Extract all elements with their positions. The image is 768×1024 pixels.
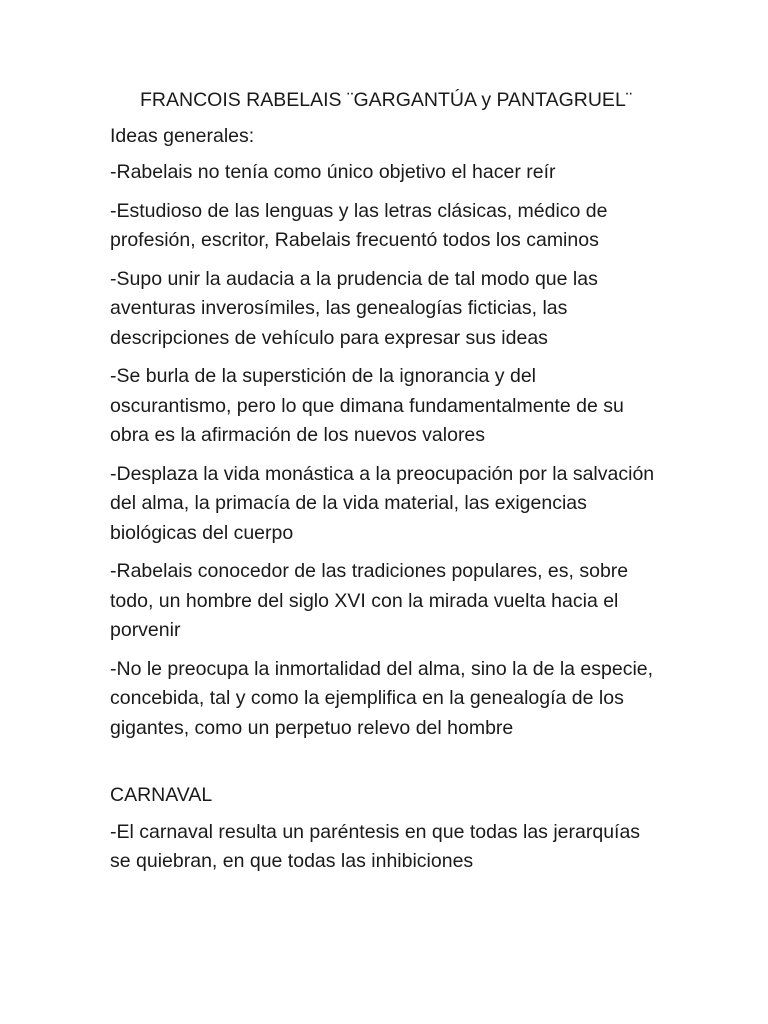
paragraph: -El carnaval resulta un paréntesis en que todas las jerarquías se quiebran, en que todas las inhibiciones [110, 820, 641, 872]
paragraph: -Rabelais no tenía como único objetivo el hacer reír [110, 161, 556, 183]
paragraph: -Desplaza la vida monástica a la preocupación por la salvación del alma, la primacía de la vida material, las exigencias biológicas del cuerpo [110, 462, 655, 544]
paragraph: -Se burla de la superstición de la ignorancia y del oscurantismo, pero lo que dimana fundamentalmente de su obra es la afirmación de los nuevos valores [110, 365, 624, 446]
document-title: FRANCOIS RABELAIS ¨GARGANTÚA y PANTAGRUEL¨ [140, 89, 633, 111]
paragraph: -Estudioso de las lenguas y las letras clásicas, médico de profesión, escritor, Rabelais frecuentó todos los caminos [110, 199, 608, 251]
section-spacer [110, 752, 658, 781]
document-body [110, 86, 658, 886]
paragraph: -Supo unir la audacia a la prudencia de tal modo que las aventuras inverosímiles, las genealogías ficticias, las descripciones de vehículo para expresar sus ideas [110, 267, 598, 349]
section-heading-ideas-generales: Ideas generales: [110, 124, 255, 147]
section-heading-carnaval: CARNAVAL [110, 784, 213, 806]
paragraph: -No le preocupa la inmortalidad del alma, sino la de la especie, concebida, tal y como la ejemplifica en la genealogía de los gigantes, como un perpetuo relevo del hombre [110, 657, 654, 739]
paragraph: -Rabelais conocedor de las tradiciones populares, es, sobre todo, un hombre del siglo XVI con la mirada vuelta hacia el porvenir [110, 560, 629, 641]
